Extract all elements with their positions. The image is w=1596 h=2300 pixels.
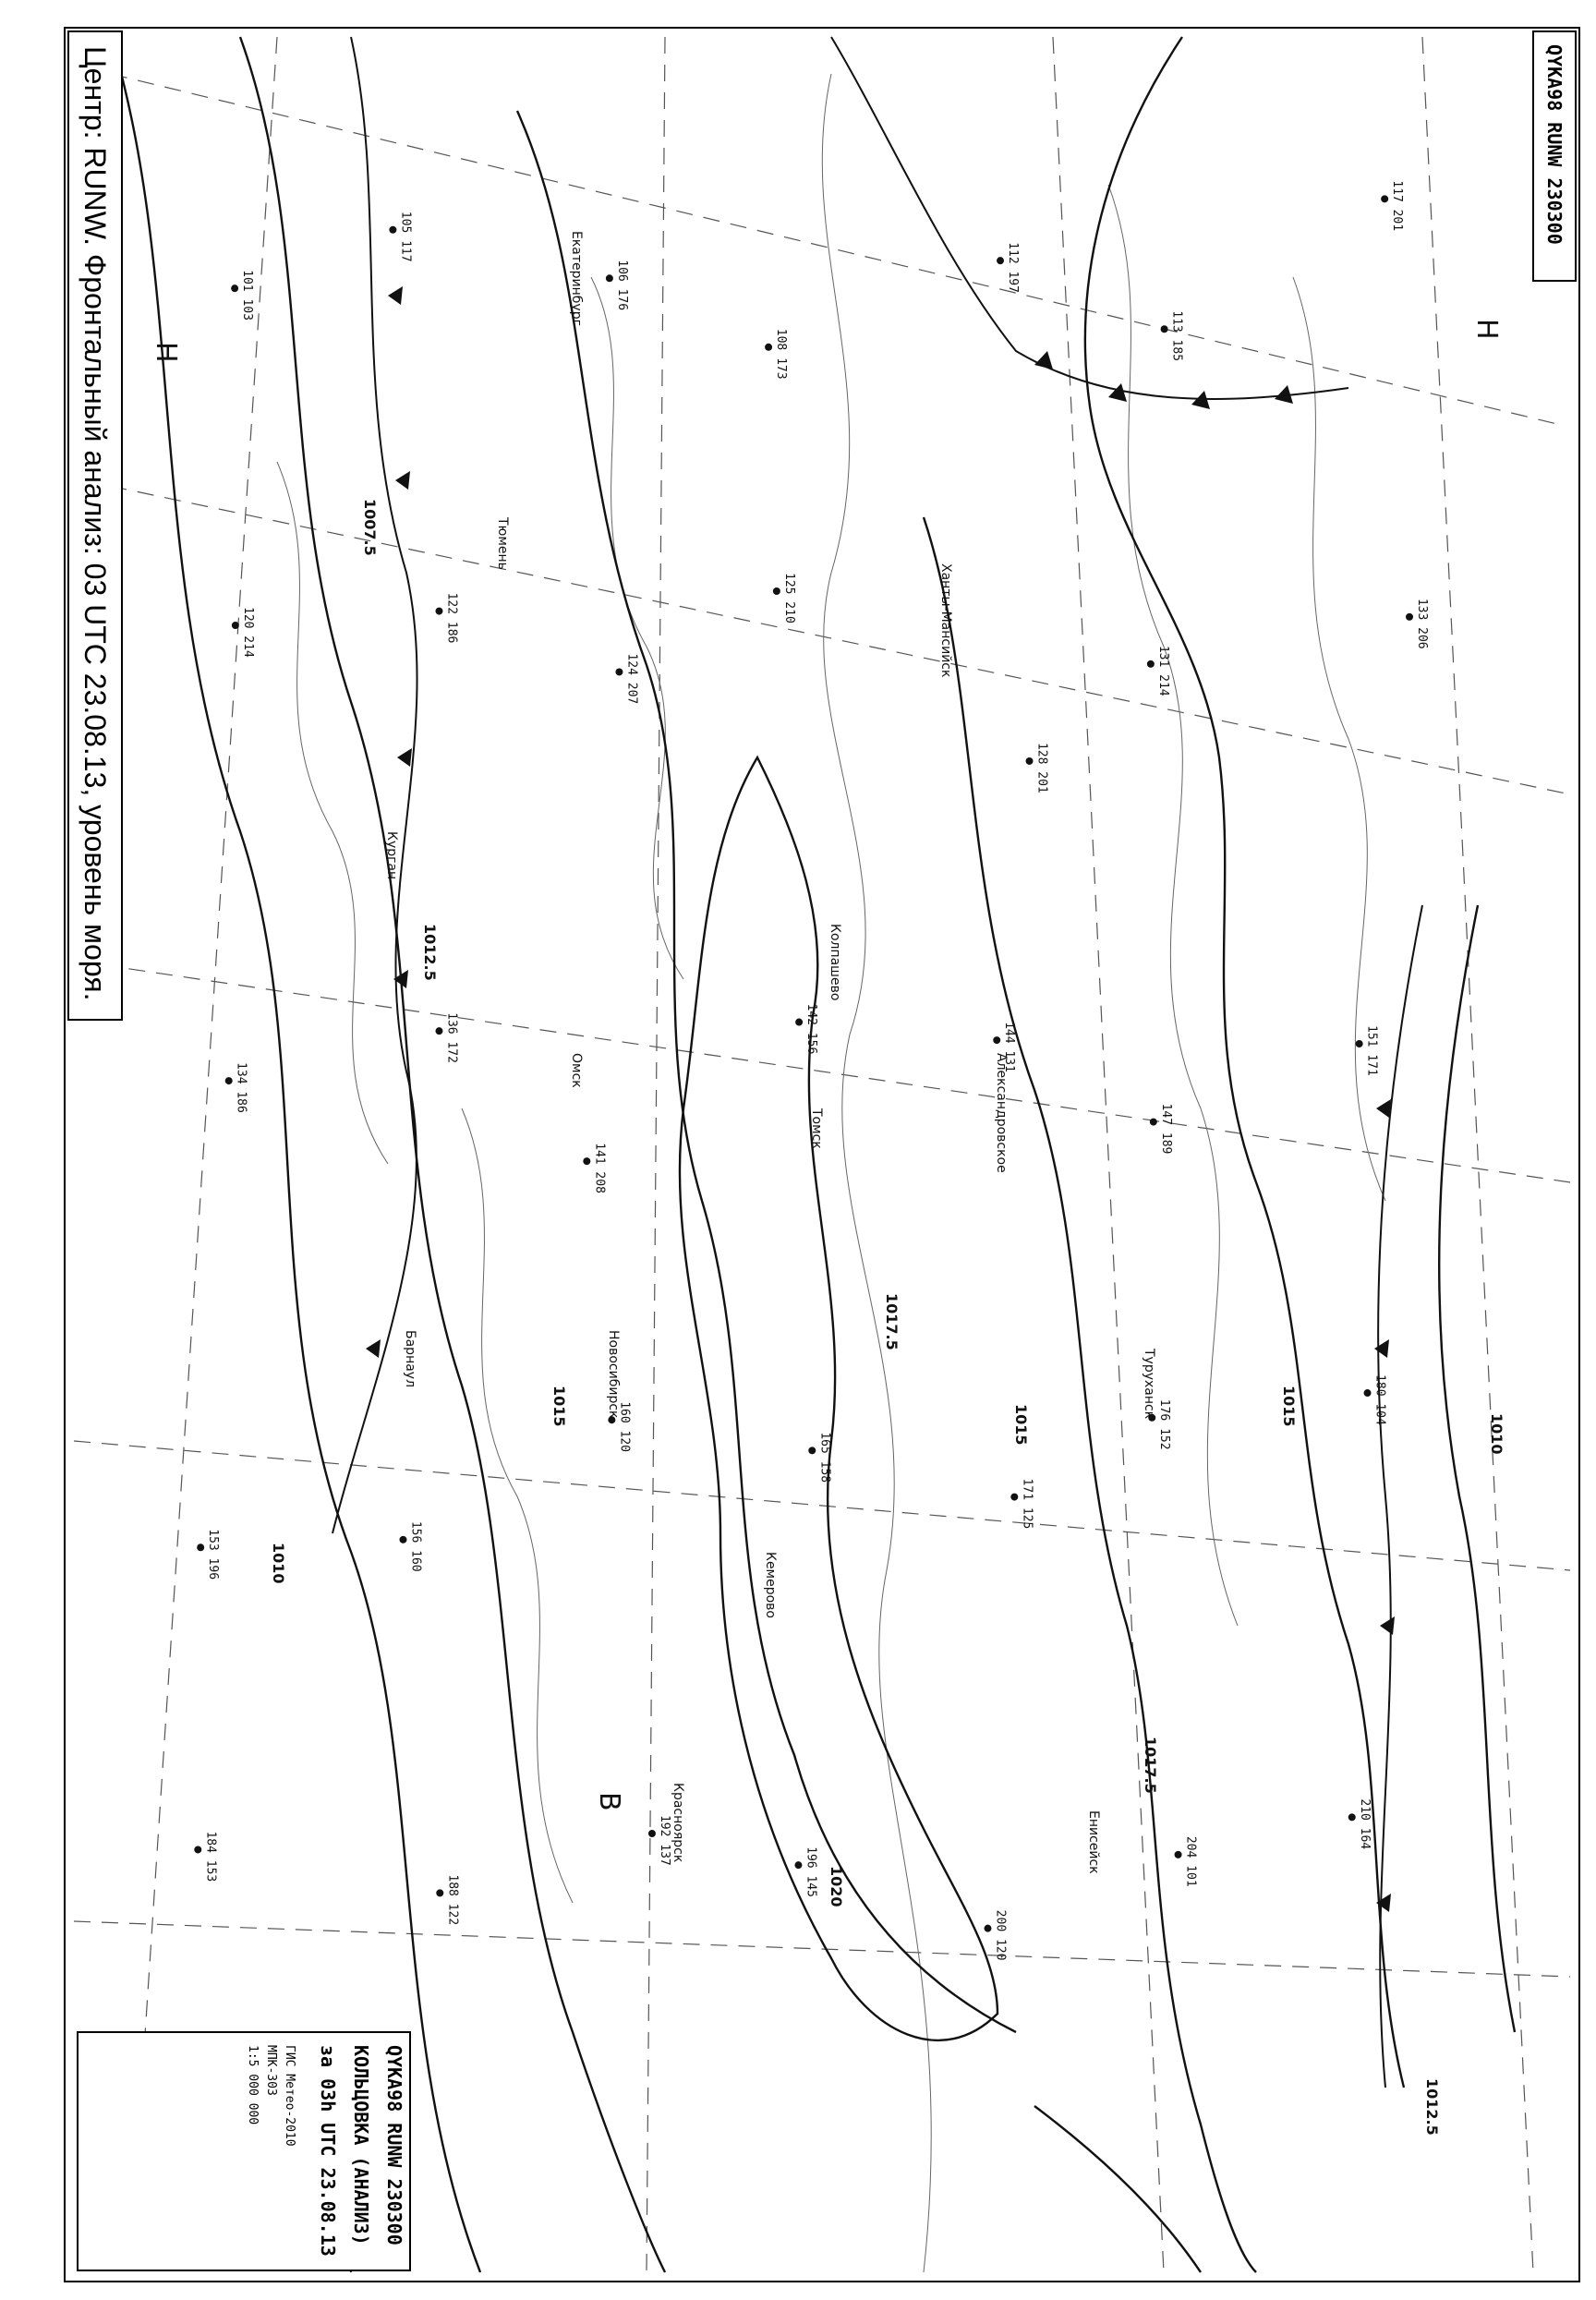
- legend-line-code: QYKA98 RUNW 230300: [383, 2045, 405, 2246]
- city-label: Тюмень: [495, 517, 510, 570]
- legend-line-name: КОЛЬЦОВКА (АНАЛИЗ): [350, 2045, 372, 2246]
- station-plot: [1381, 180, 1404, 231]
- station-circle: [1364, 1389, 1372, 1397]
- city-label: Красноярск: [671, 1783, 685, 1863]
- station-circle: [1010, 1494, 1018, 1501]
- station-value: 124 207: [624, 653, 639, 705]
- station-value: 125 210: [781, 573, 796, 623]
- station-plot: [648, 1815, 671, 1866]
- station-circle: [583, 1157, 590, 1165]
- station-plot: [1175, 1836, 1198, 1887]
- header-code: QYKA98 RUNW 230300: [1543, 44, 1566, 245]
- station-circle: [606, 274, 613, 282]
- legend-line-time: за 03h UTC 23.08.13: [317, 2045, 339, 2257]
- station-value: 196 145: [804, 1846, 818, 1897]
- station-value: 108 173: [774, 328, 789, 380]
- station-circle: [993, 1036, 1000, 1044]
- fronts: [240, 37, 1422, 2272]
- high-center: В: [593, 1792, 625, 1811]
- station-plot: [808, 1432, 831, 1483]
- station-value: 171 125: [1020, 1478, 1034, 1530]
- station-circle: [389, 226, 396, 234]
- station-value: 133 206: [1415, 598, 1430, 649]
- station-circle: [1026, 757, 1034, 765]
- station-value: 128 201: [1034, 742, 1049, 793]
- station-circle: [1147, 660, 1155, 668]
- station-value: 131 214: [1155, 645, 1170, 696]
- isobar-label: 1015: [1280, 1386, 1298, 1427]
- station-plot: [197, 1529, 220, 1580]
- station-value: 136 172: [444, 1012, 459, 1063]
- low-center-west: Н: [150, 342, 182, 363]
- city-label: Барнаул: [403, 1330, 417, 1388]
- station-value: 160 120: [617, 1401, 632, 1453]
- station-circle: [773, 587, 780, 595]
- station-plot: [436, 1874, 459, 1925]
- station-circle: [231, 284, 238, 292]
- station-plot: [1348, 1798, 1372, 1849]
- station-circle: [436, 1889, 443, 1896]
- station-circle: [435, 1027, 442, 1035]
- isobar-label: 1012.5: [421, 924, 439, 981]
- isobar-label: 1010: [1488, 1413, 1505, 1455]
- station-value: 192 137: [657, 1814, 671, 1866]
- station-circle: [648, 1830, 656, 1837]
- station-plots: [194, 180, 1429, 1960]
- city-labels: [384, 231, 1156, 1874]
- isobar-label: 1015: [550, 1386, 568, 1427]
- station-value: 165 158: [817, 1432, 832, 1483]
- station-circle: [1348, 1813, 1356, 1821]
- station-value: 200 120: [993, 1909, 1008, 1961]
- city-label: Новосибирск: [606, 1330, 621, 1419]
- station-value: 142 156: [804, 1003, 819, 1055]
- station-circle: [794, 1861, 802, 1869]
- isobar-label: 1007.5: [361, 499, 379, 556]
- station-value: 112 197: [1006, 242, 1021, 293]
- station-plot: [583, 1143, 606, 1193]
- station-value: 204 101: [1183, 1835, 1198, 1887]
- isobar-label: 1012.5: [1423, 2078, 1441, 2136]
- station-plot: [1150, 1104, 1173, 1155]
- station-circle: [984, 1925, 991, 1932]
- isobar-label: 1017.5: [1142, 1737, 1159, 1794]
- station-plot: [794, 1846, 817, 1897]
- city-label: Омск: [569, 1053, 584, 1088]
- station-value: 156 160: [408, 1520, 423, 1572]
- station-plot: [194, 1831, 217, 1882]
- station-plot: [399, 1521, 422, 1572]
- station-plot: [1356, 1025, 1379, 1076]
- graticule: [74, 37, 1570, 2272]
- station-plot: [1161, 310, 1184, 361]
- city-label: Екатеринбург: [569, 231, 584, 326]
- station-value: 113 185: [1169, 310, 1184, 362]
- legend-line-scale: 1:5 000 000: [246, 2045, 260, 2125]
- station-circle: [997, 257, 1004, 264]
- city-label: Томск: [809, 1108, 824, 1149]
- station-value: 106 176: [614, 260, 629, 311]
- isobar-label: 1010: [270, 1543, 287, 1584]
- station-plot: [231, 270, 254, 321]
- station-plot: [795, 1004, 818, 1055]
- city-label: Курган: [384, 831, 399, 880]
- city-label: Ханты-Мансийск: [938, 563, 953, 678]
- station-plot: [232, 607, 255, 658]
- station-circle: [808, 1447, 816, 1454]
- station-circle: [225, 1077, 233, 1084]
- station-value: 151 171: [1364, 1025, 1379, 1076]
- station-circle: [435, 608, 442, 615]
- station-value: 120 214: [240, 607, 255, 658]
- rivers: [277, 74, 1385, 2272]
- station-plot: [435, 593, 458, 644]
- station-circle: [194, 1846, 201, 1853]
- station-value: 180 104: [1372, 1374, 1387, 1425]
- chart-title: Центр: RUNW. Фронтальный анализ: 03 UTC 23.08.13, уровень моря.: [79, 46, 112, 1001]
- station-value: 176 152: [1157, 1398, 1172, 1450]
- station-value: 141 208: [592, 1143, 607, 1193]
- station-plot: [765, 329, 788, 380]
- isobar-label: 1015: [1012, 1404, 1030, 1446]
- city-label: Колпашево: [828, 924, 842, 1001]
- isobars: [111, 37, 1515, 2272]
- station-plot: [606, 260, 629, 310]
- station-plot: [997, 242, 1020, 293]
- station-value: 210 164: [1357, 1798, 1372, 1850]
- legend-line-mpk: МПК-303: [264, 2045, 278, 2096]
- station-circle: [795, 1019, 803, 1026]
- station-value: 188 122: [445, 1874, 460, 1926]
- legend-line-gis: ГИС Метео-2010: [283, 2045, 296, 2147]
- station-value: 144 131: [1002, 1022, 1017, 1072]
- station-circle: [399, 1536, 406, 1543]
- station-value: 153 196: [206, 1529, 221, 1580]
- station-plot: [1364, 1374, 1387, 1425]
- station-plot: [984, 1910, 1007, 1961]
- station-circle: [1150, 1119, 1157, 1126]
- station-circle: [197, 1543, 204, 1551]
- isobar-label: 1017.5: [883, 1293, 901, 1350]
- station-circle: [765, 344, 772, 351]
- city-label: Енисейск: [1086, 1810, 1101, 1874]
- station-circle: [1161, 325, 1168, 333]
- station-circle: [1175, 1851, 1182, 1858]
- station-plot: [1026, 743, 1049, 793]
- station-circle: [1381, 195, 1388, 202]
- station-value: 147 189: [1158, 1103, 1173, 1155]
- station-plot: [1406, 599, 1429, 649]
- station-value: 101 103: [240, 270, 255, 321]
- city-label: Туруханск: [1142, 1349, 1156, 1420]
- station-plot: [389, 212, 412, 262]
- station-plot: [1010, 1479, 1034, 1530]
- station-plot: [615, 653, 638, 704]
- station-plot: [1147, 646, 1170, 696]
- station-plot: [435, 1012, 458, 1063]
- station-value: 134 186: [234, 1062, 248, 1113]
- station-circle: [232, 622, 239, 629]
- city-label: Кемерово: [763, 1552, 778, 1618]
- station-plot: [773, 573, 796, 623]
- station-circle: [1356, 1040, 1363, 1047]
- station-circle: [1406, 613, 1413, 621]
- low-center-east: Н: [1470, 319, 1503, 340]
- station-value: 122 186: [444, 592, 459, 644]
- isobar-label: 1020: [828, 1866, 845, 1907]
- station-circle: [615, 668, 623, 675]
- station-value: 105 117: [398, 211, 413, 262]
- city-label: Александровское: [994, 1053, 1009, 1173]
- station-value: 117 201: [1390, 180, 1405, 232]
- station-value: 184 153: [203, 1831, 218, 1882]
- station-plot: [225, 1062, 248, 1113]
